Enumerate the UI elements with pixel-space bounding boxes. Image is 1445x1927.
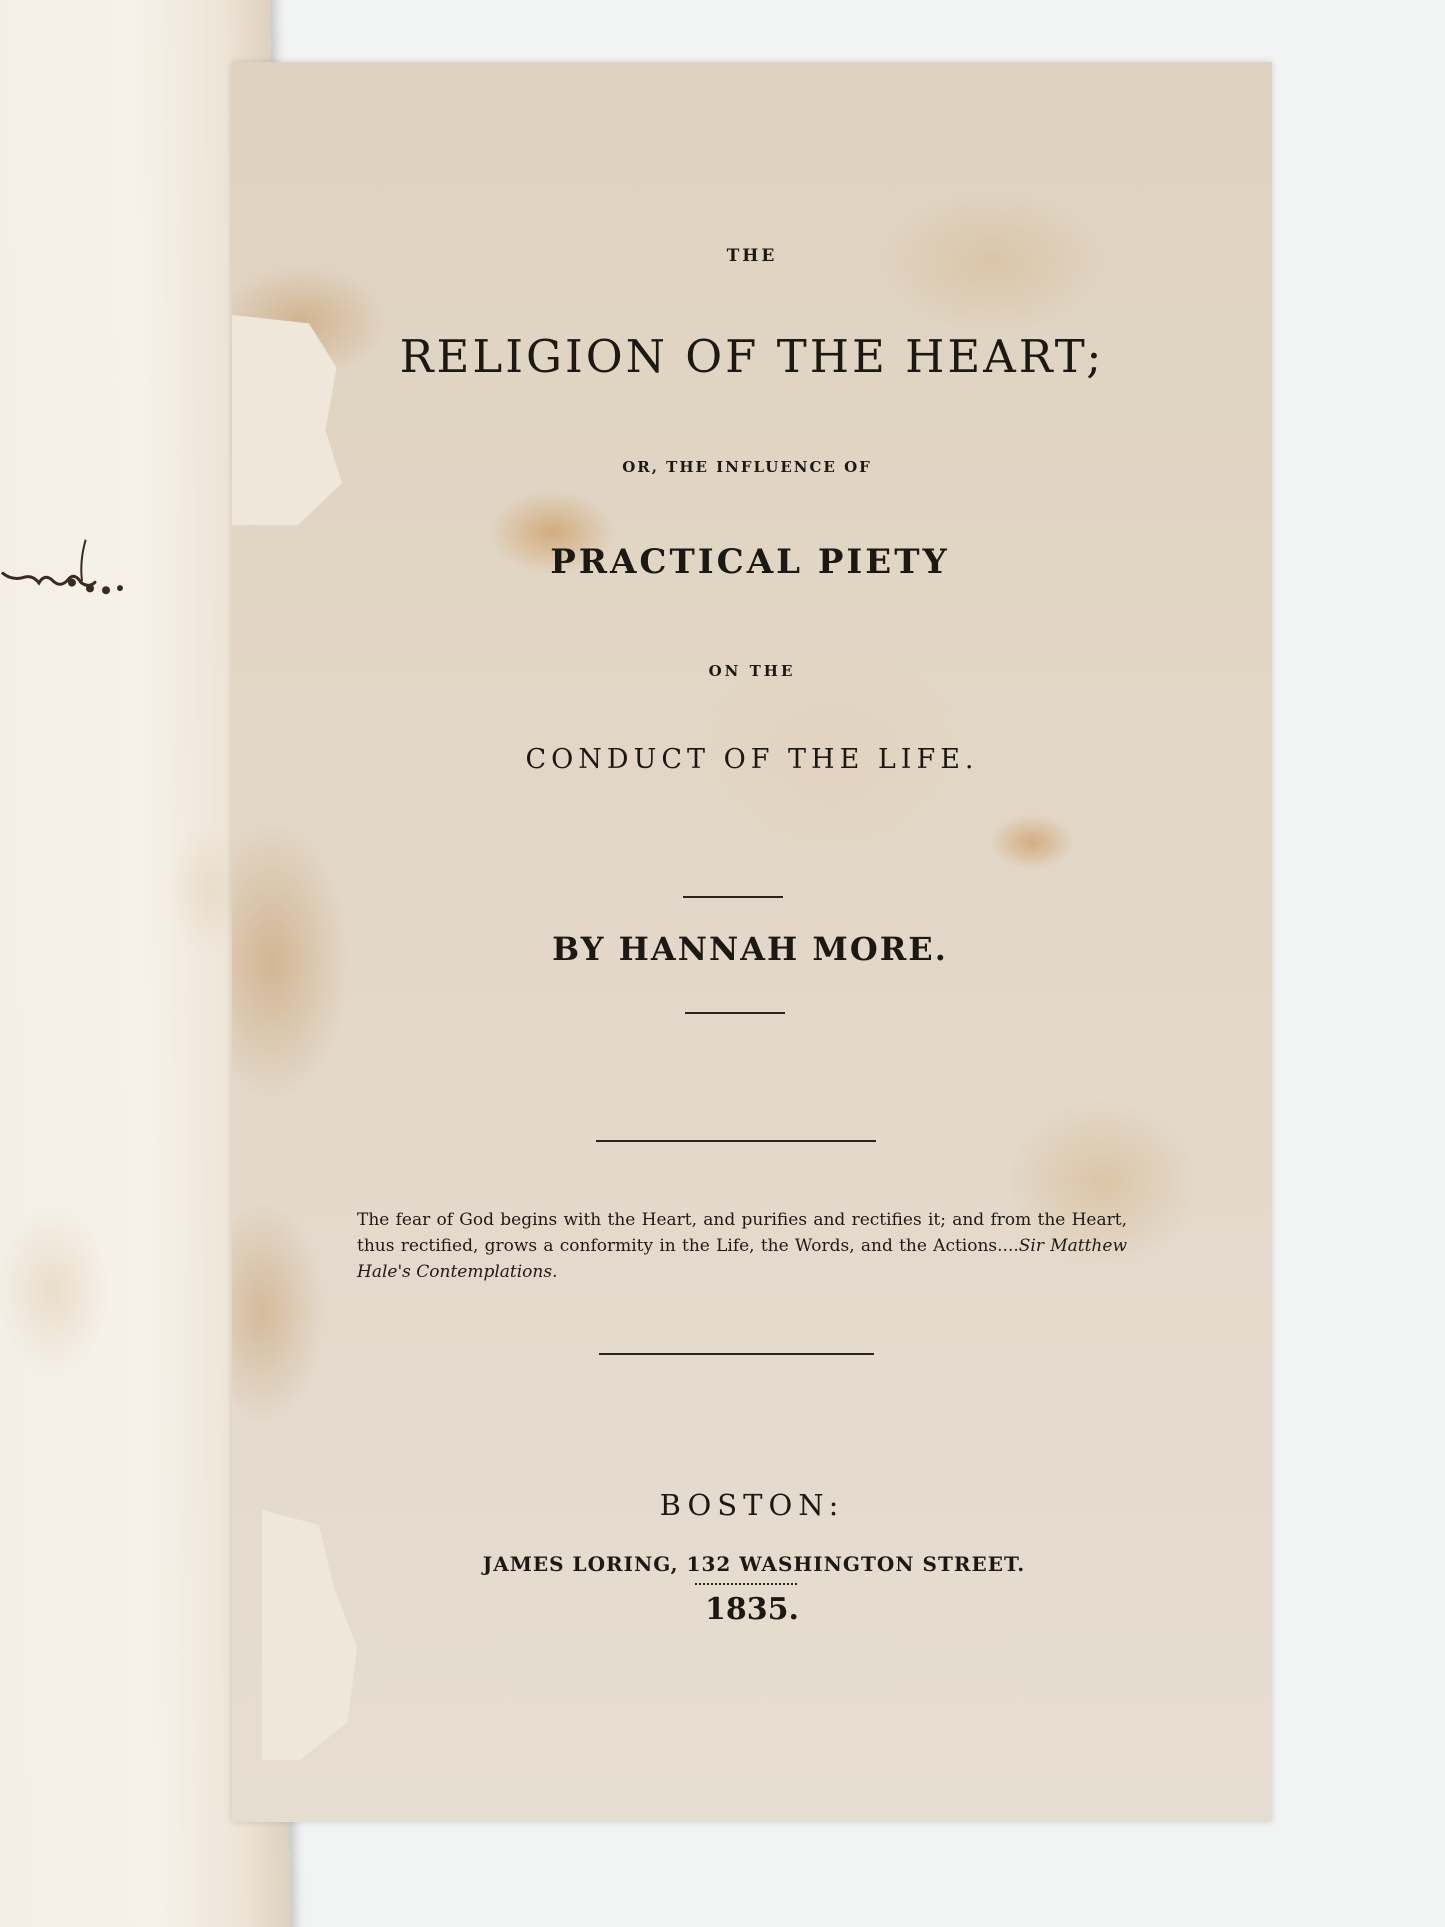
rule-above-author bbox=[683, 896, 783, 898]
main-title: RELIGION OF THE HEART; bbox=[399, 330, 1105, 383]
subtitle-link: ON THE bbox=[708, 662, 796, 680]
author-line: BY HANNAH MORE. bbox=[552, 930, 948, 968]
imprint-publisher: JAMES LORING, 132 WASHINGTON STREET. bbox=[482, 1552, 1026, 1576]
subtitle-end: CONDUCT OF THE LIFE. bbox=[525, 744, 979, 775]
epigraph-text: The fear of God begins with the Heart, and purifies and rectifies it; and from the Heart, thus rectified, grows a conformity in the Life, the Words, and the Actions.... bbox=[357, 1210, 1127, 1256]
rule-below-author bbox=[685, 1012, 785, 1014]
imprint-year: 1835. bbox=[705, 1592, 799, 1627]
subtitle-intro: OR, THE INFLUENCE OF bbox=[622, 458, 872, 476]
epigraph-source: Sir Matthew Hale's Contemplations. bbox=[357, 1236, 1127, 1282]
imprint-city: BOSTON: bbox=[659, 1488, 845, 1522]
title-article: THE bbox=[726, 246, 778, 266]
rule-below-epigraph bbox=[599, 1353, 874, 1355]
epigraph bbox=[357, 1207, 1127, 1285]
subtitle-main: PRACTICAL PIETY bbox=[550, 542, 950, 582]
pencil-mark bbox=[0, 530, 138, 611]
title-page bbox=[232, 62, 1272, 1822]
dotted-rule bbox=[695, 1583, 797, 1585]
rule-above-epigraph bbox=[596, 1140, 876, 1142]
